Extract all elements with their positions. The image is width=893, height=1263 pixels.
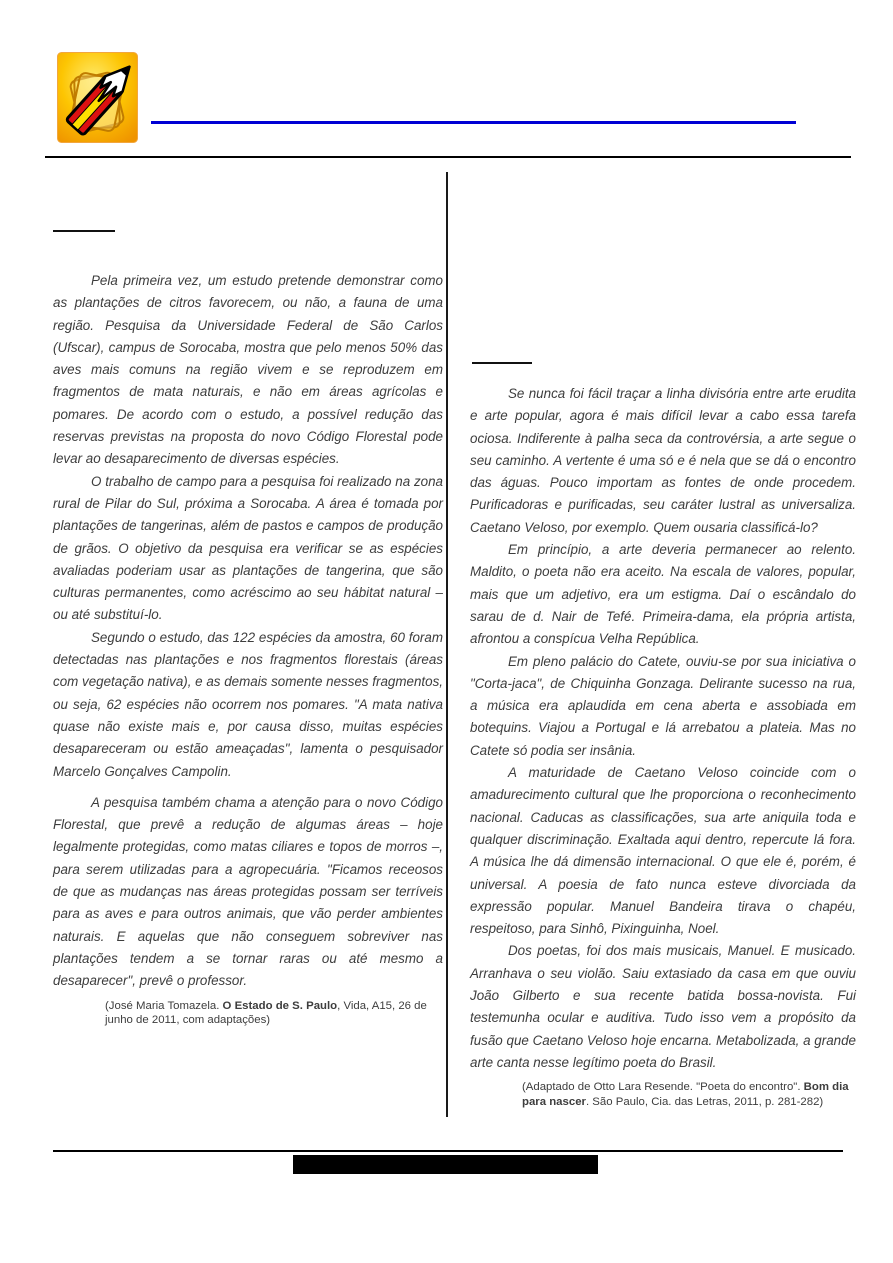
citation-text: , Vida, A15, 26 de junho de 2011, com adaptações) [105, 999, 427, 1027]
text-2-column [470, 383, 856, 1110]
text-1-paragraph: A pesquisa também chama a atenção para o novo Código Florestal, que prevê a redução de algumas áreas – hoje legalmente protegidas, como matas ciliares e topos de morros –, para serem utilizadas para a agropecuária. "Ficamos receosos de que as mudanças nas áreas protegidas possam ser terríveis para as aves e para outros animais, que vão perder ambientes naturais. E aquelas que não conseguem sobreviver nas plantações tendem a se tornar raras ou até mesmo a desaparecer", prevê o professor. [53, 794, 443, 989]
text-2-heading-rule [472, 362, 532, 364]
citation-source-bold: O Estado de S. Paulo [222, 999, 338, 1012]
citation-text: . São Paulo, Cia. das Letras, 2011, p. 281-282) [585, 1096, 824, 1108]
text-1-paragraph: Segundo o estudo, das 122 espécies da amostra, 60 foram detectadas nas plantações e nos fragmentos florestais (áreas com vegetação nativa), e as demais somente nesses fragmentos, ou seja, 62 espécies não ocorrem nos pomares. "A mata nativa quase não existe mais e, por causa disso, muitas espécies desapareceram ou estão ameaçadas", lamenta o pesquisador Marcelo Gonçalves Campolin. [53, 629, 444, 779]
text-2-paragraph: Se nunca foi fácil traçar a linha divisória entre arte erudita e arte popular, agora é mais difícil levar a cabo essa tarefa ociosa. Indiferente à palha seca da controvérsia, a arte segue o seu caminho. A vertente é uma só e é nela que se dá o encontro das águas. Pouco importam as fontes de onde procedem. Purificadoras e purificadas, seu caráter lustral as universaliza. Caetano Veloso, por exemplo. Quem ousaria classificá-lo? [470, 386, 856, 535]
text-2-paragraph: Em princípio, a arte deveria permanecer ao relento. Maldito, o poeta não era aceito. Na escala de valores, popular, mais que um adjetivo, era um estigma. Daí o escândalo do sarau de d. Nair de Tefé. Primeira-dama, ela própria artista, afrontou a conspícua Velha República. [470, 542, 856, 647]
text-1-heading-rule [53, 230, 115, 232]
redacted-bar [293, 1155, 598, 1174]
text-1-paragraph: O trabalho de campo para a pesquisa foi realizado na zona rural de Pilar do Sul, próxima a Sorocaba. A área é tomada por plantações de tangerinas, além de pastos e campos de produção de grãos. O objetivo da pesquisa era verificar se as espécies avaliadas poderiam usar as plantações de tangerina, que são culturas permanentes, como acréscimo ao seu hábitat natural – ou até substituí-lo. [53, 473, 443, 623]
footer-divider-line [53, 1150, 843, 1152]
text-2-citation [522, 1080, 856, 1110]
text-2-paragraph: Em pleno palácio do Catete, ouviu-se por sua iniciativa o "Corta-jaca", de Chiquinha Gonzaga. Delirante sucesso na rua, a música era aplaudida em cena aberta e assobiada em botequins. Viajou a Portugal e lá arrebatou a plateia. Mas no Catete só podia ser insânia. [470, 653, 856, 758]
pencil-and-papers-logo [57, 52, 138, 143]
citation-source-bold: Bom dia para nascer [522, 1081, 849, 1108]
text-2-paragraph: Dos poetas, foi dos mais musicais, Manuel. E musicado. Arranhava o seu violão. Saiu extasiado da casa em que ouviu João Gilberto e sua recente batida bossa-novista. Fui testemunha ocular e auditiva. Tudo isso vem a propósito da fusão que Caetano Veloso hoje encarna. Metabolizada, a grande arte canta nesse legítimo poeta do Brasil. [470, 943, 856, 1070]
citation-text: (Adaptado de Otto Lara Resende. "Poeta do encontro". [522, 1081, 804, 1094]
header-divider-line [45, 156, 851, 158]
text-1-citation [105, 999, 443, 1029]
column-divider-line [446, 172, 448, 1117]
text-1-paragraph: Pela primeira vez, um estudo pretende demonstrar como as plantações de citros favorecem, ou não, a fauna de uma região. Pesquisa da Universidade Federal de São Carlos (Ufscar), campus de Sorocaba, mostra que pelo menos 50% das aves mais comuns na região vivem e se reproduzem em fragmentos de mata naturais, e não em áreas agrícolas e pomares. De acordo com o estudo, a possível redução das reservas previstas na proposta do novo Código Florestal pode levar ao desaparecimento de diversas espécies. [53, 273, 443, 467]
text-2-paragraph: A maturidade de Caetano Veloso coincide com o amadurecimento cultural que lhe proporciona o reconhecimento nacional. Caducas as classificações, sua arte aniquila toda e qualquer discriminação. Exaltada aqui dentro, repercute lá fora. A música lhe dá dimensão internacional. O que ele é, porém, é universal. A poesia de fato nunca esteve divorciada da expressão popular. Manuel Bandeira tirava o chapéu, respeitoso, para Sinhô, Pixinguinha, Noel. [470, 765, 856, 937]
text-1-column [53, 270, 443, 1028]
pencil-and-papers-icon [57, 52, 138, 143]
header-accent-line [151, 121, 796, 124]
citation-text: (José Maria Tomazela. [105, 999, 223, 1012]
